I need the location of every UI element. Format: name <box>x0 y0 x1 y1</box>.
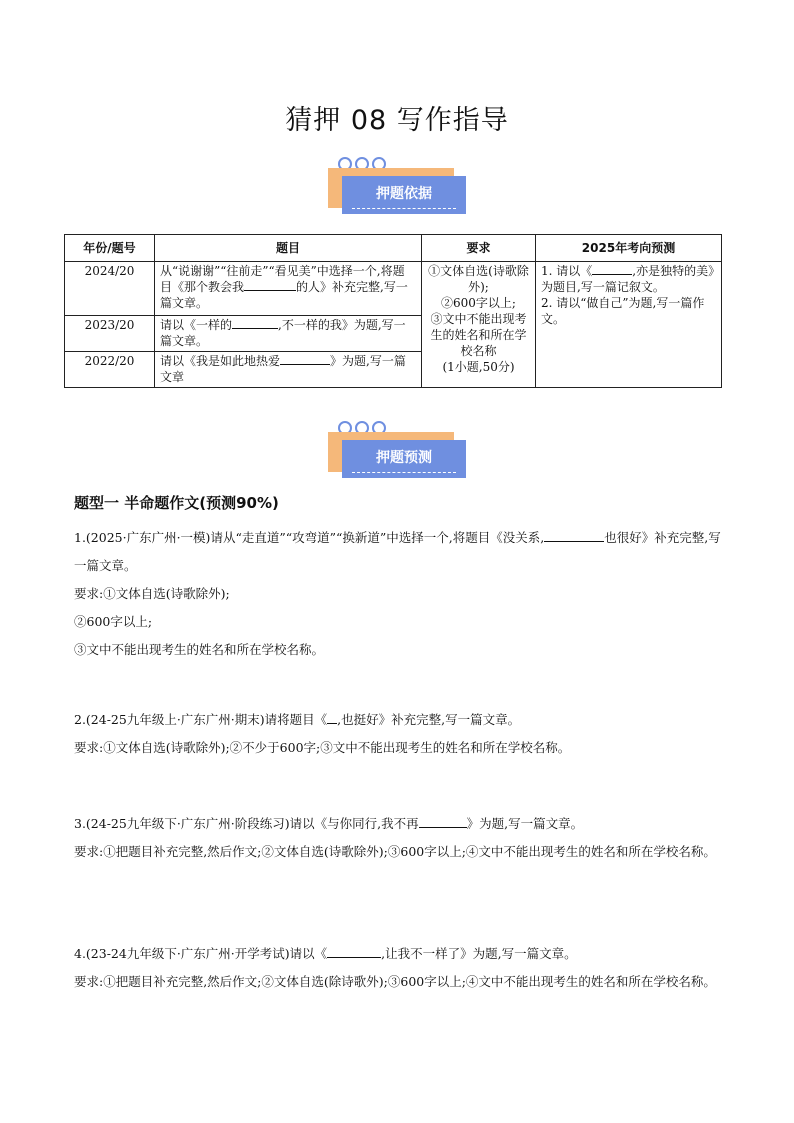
table-row <box>65 262 722 316</box>
section-badge-forecast <box>328 420 468 480</box>
fill-blank <box>544 541 604 542</box>
requirements-cell: ①文体自选(诗歌除外); ②600字以上; ③文中不能出现考生的姓名和所在学校名称 (1小题,50分) <box>422 262 536 388</box>
badge-label: 押题预测 <box>376 450 432 466</box>
fill-blank <box>280 364 330 365</box>
forecast-cell: 1. 请以《 ,亦是独特的美》为题目,写一篇记叙文。 2. 请以“做自己”为题,写一篇作文。 <box>536 262 722 388</box>
row-topic: 从“说谢谢”“往前走”“看见美”中选择一个,将题目《那个教会我 的人》补充完整,写一篇文章。 <box>155 262 422 316</box>
header-year: 年份/题号 <box>65 235 155 262</box>
badge-dash-line <box>352 208 456 209</box>
question-2: 2.(24-25九年级上·广东广州·期末)请将题目《 ,也挺好》补充完整,写一篇文章。 要求:①文体自选(诗歌除外);②不少于600字;③文中不能出现考生的姓名和所在学校名称。 <box>74 712 571 755</box>
badge-label-box <box>342 440 466 478</box>
fill-blank <box>232 328 278 329</box>
fill-blank <box>327 957 381 958</box>
question-3: 3.(24-25九年级下·广东广州·阶段练习)请以《与你同行,我不再 》为题,写一篇文章。 要求:①把题目补充完整,然后作文;②文体自选(诗歌除外);③600字以上;④文中不能出现考生的姓名和所在学校名称。 <box>74 816 716 859</box>
fill-blank <box>244 290 296 291</box>
exam-table <box>64 234 722 388</box>
row-year: 2023/20 <box>65 316 155 352</box>
header-requirement: 要求 <box>422 235 536 262</box>
question-1: 1.(2025·广东广州·一模)请从“走直道”“攻弯道”“换新道”中选择一个,将题目《没关系, 也很好》补充完整,写一篇文章。 要求:①文体自选(诗歌除外); ②600字以上; ③文中不能出现考生的姓名和所在学校名称。 <box>74 530 721 657</box>
row-topic: 请以《我是如此地热爱 》为题,写一篇文章 <box>155 352 422 388</box>
question-4: 4.(23-24九年级下·广东广州·开学考试)请以《 ,让我不一样了》为题,写一篇文章。 要求:①把题目补充完整,然后作文;②文体自选(除诗歌外);③600字以上;④文中不能出现考生的姓名和所在学校名称。 <box>74 946 716 989</box>
fill-blank <box>592 274 632 275</box>
fill-blank <box>327 723 337 724</box>
row-year: 2024/20 <box>65 262 155 316</box>
badge-label-box <box>342 176 466 214</box>
row-year: 2022/20 <box>65 352 155 388</box>
section-heading: 题型一 半命题作文(预测90%) <box>74 494 279 512</box>
header-forecast: 2025年考向预测 <box>536 235 722 262</box>
table-header-row <box>65 235 722 262</box>
badge-dash-line <box>352 472 456 473</box>
page-title: 猜押 08 写作指导 <box>285 105 509 136</box>
badge-label: 押题依据 <box>376 186 432 202</box>
header-topic: 题目 <box>155 235 422 262</box>
row-topic: 请以《一样的 ,不一样的我》为题,写一篇文章。 <box>155 316 422 352</box>
fill-blank <box>419 827 467 828</box>
section-badge-basis <box>328 156 468 216</box>
